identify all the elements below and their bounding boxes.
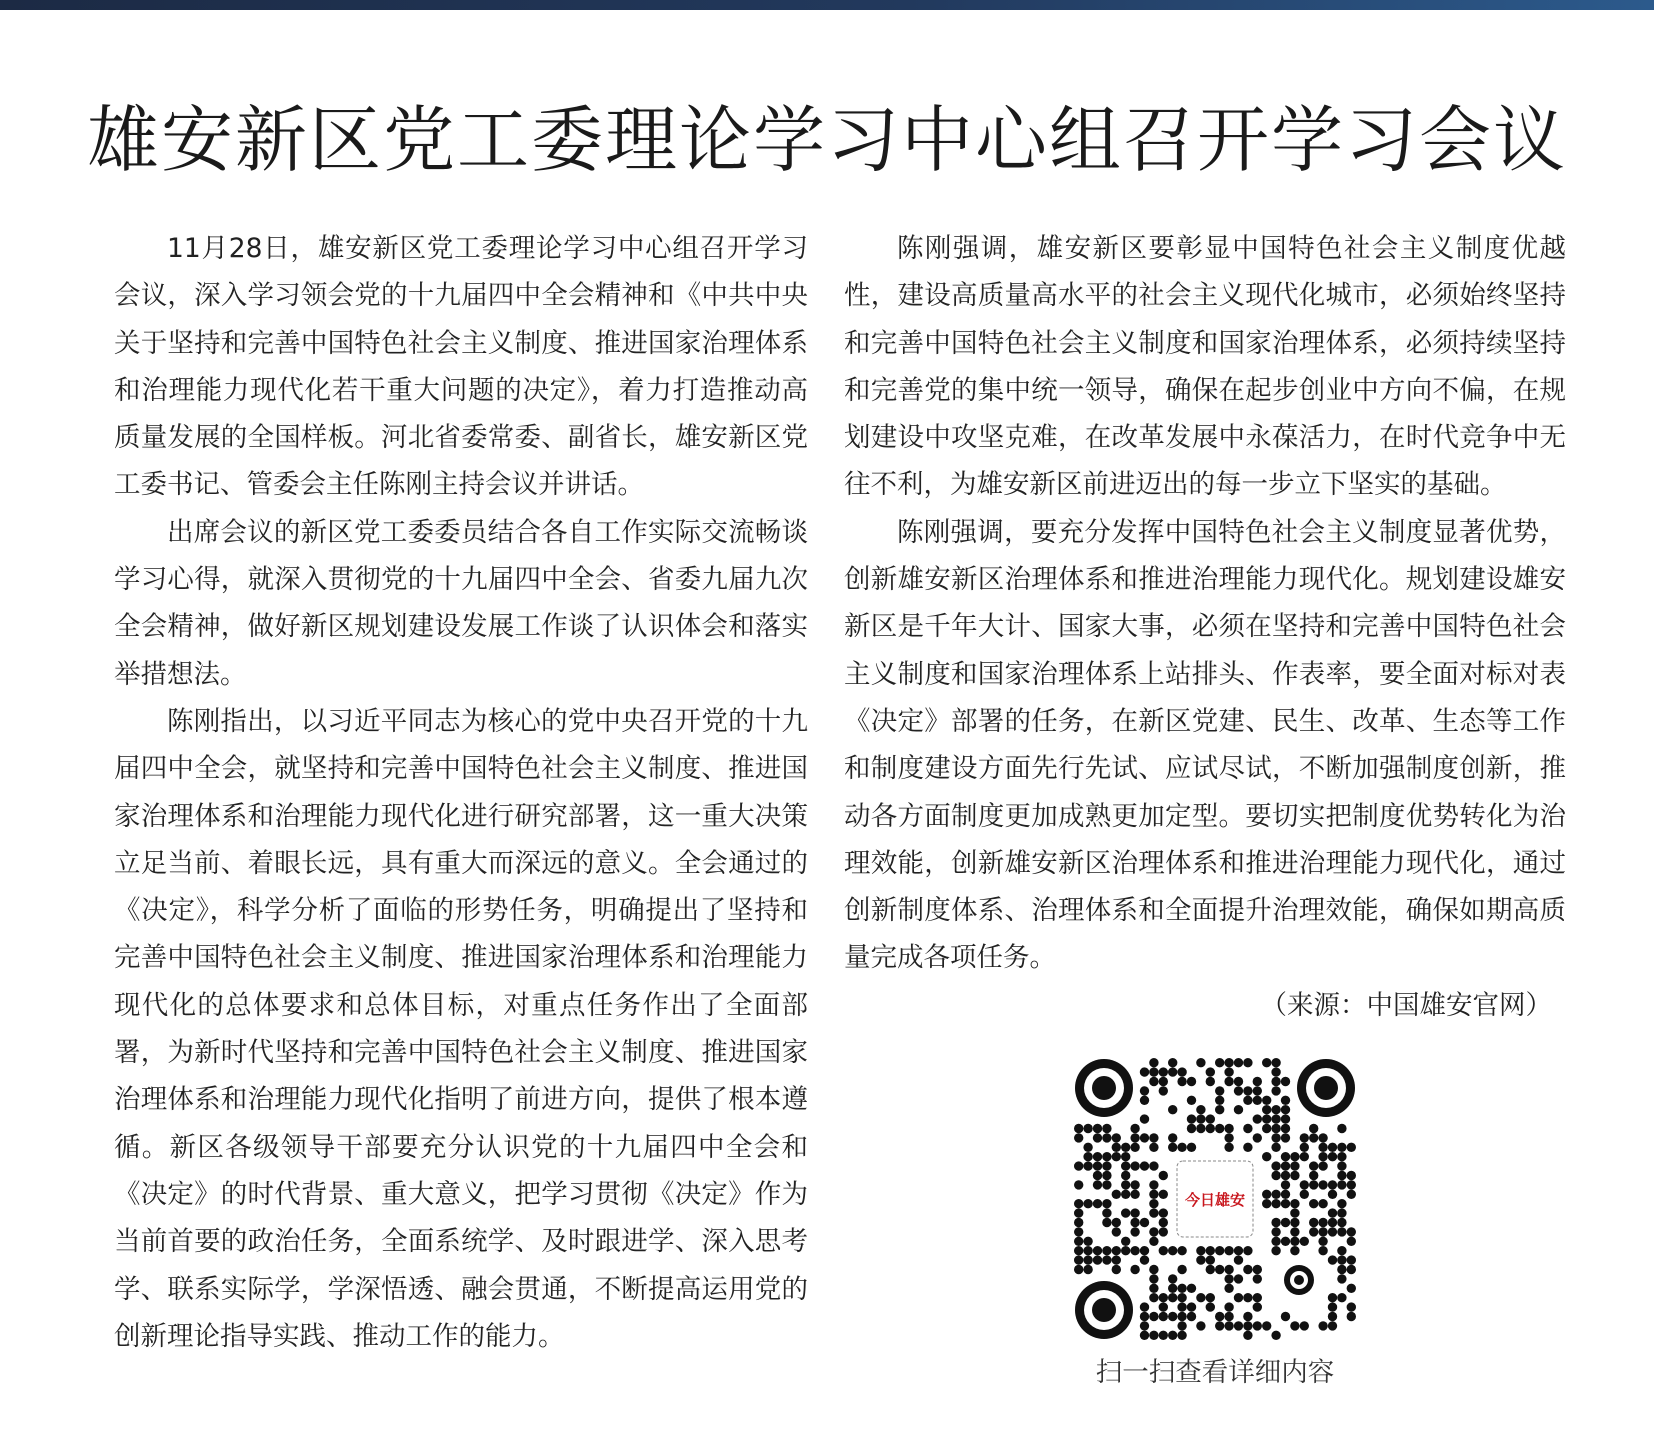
svg-text:今日雄安: 今日雄安 bbox=[1184, 1191, 1246, 1209]
paragraph: 陈刚强调，要充分发挥中国特色社会主义制度显著优势，创新雄安新区治理体系和推进治理能力现代化。规划建设雄安新区是千年大计、国家大事，必须在坚持和完善中国特色社会主义制度和国家治理体系上站排头、作表率，要全面对标对表《决定》部署的任务，在新区党建、民生、改革、生态等工作和制度建设方面先行先试、应试尽试，不断加强制度创新，推动各方面制度更加成熟更加定型。要切实把制度优势转化为治理效能，创新雄安新区治理体系和推进治理能力现代化，通过创新制度体系、治理体系和全面提升治理效能，确保如期高质量完成各项任务。 bbox=[844, 516, 1566, 974]
top-banner-bar bbox=[0, 0, 1654, 10]
qr-finder-top-right bbox=[1297, 1059, 1355, 1117]
qr-code-image bbox=[1074, 1058, 1356, 1340]
qr-logo bbox=[1177, 1161, 1253, 1237]
qr-code[interactable] bbox=[1074, 1058, 1356, 1340]
qr-caption: 扫一扫查看详细内容 bbox=[1095, 1357, 1335, 1388]
qr-finder-bottom-left bbox=[1075, 1281, 1133, 1339]
paragraph: 陈刚指出，以习近平同志为核心的党中央召开党的十九届四中全会，就坚持和完善中国特色社会主义制度、推进国家治理体系和治理能力现代化进行研究部署，这一重大决策立足当前、着眼长远，具有重大而深远的意义。全会通过的《决定》，科学分析了面临的形势任务，明确提出了坚持和完善中国特色社会主义制度、推进国家治理体系和治理能力现代化的总体要求和总体目标，对重点任务作出了全面部署，为新时代坚持和完善中国特色社会主义制度、推进国家治理体系和治理能力现代化指明了前进方向，提供了根本遵循。新区各级领导干部要充分认识党的十九届四中全会和《决定》的时代背景、重大意义，把学习贯彻《决定》作为当前首要的政治任务，全面系统学、及时跟进学、深入思考学、联系实际学，学深悟透、融会贯通，不断提高运用党的创新理论指导实践、推动工作的能力。 bbox=[114, 705, 808, 1352]
paragraph: 11月28日，雄安新区党工委理论学习中心组召开学习会议，深入学习领会党的十九届四中全会精神和《中共中央关于坚持和完善中国特色社会主义制度、推进国家治理体系和治理能力现代化若干重大问题的决定》，着力打造推动高质量发展的全国样板。河北省委常委、副省长，雄安新区党工委书记、管委会主任陈刚主持会议并讲话。 bbox=[114, 233, 808, 501]
qr-alignment-mark bbox=[1284, 1265, 1314, 1295]
article-source: （来源：中国雄安官网） bbox=[1260, 989, 1552, 1021]
article-title: 雄安新区党工委理论学习中心组召开学习会议 bbox=[86, 98, 1567, 182]
paragraph: 出席会议的新区党工委委员结合各自工作实际交流畅谈学习心得，就深入贯彻党的十九届四中全会、省委九届九次全会精神，做好新区规划建设发展工作谈了认识体会和落实举措想法。 bbox=[114, 516, 808, 690]
qr-finder-top-left bbox=[1075, 1059, 1133, 1117]
article-column-left bbox=[114, 225, 808, 1360]
article-column-right bbox=[844, 225, 1566, 1029]
paragraph: 陈刚强调，雄安新区要彰显中国特色社会主义制度优越性，建设高质量高水平的社会主义现代化城市，必须始终坚持和完善中国特色社会主义制度和国家治理体系，必须持续坚持和完善党的集中统一领导，确保在起步创业中方向不偏，在规划建设中攻坚克难，在改革发展中永葆活力，在时代竞争中无往不利，为雄安新区前进迈出的每一步立下坚实的基础。 bbox=[844, 233, 1566, 501]
